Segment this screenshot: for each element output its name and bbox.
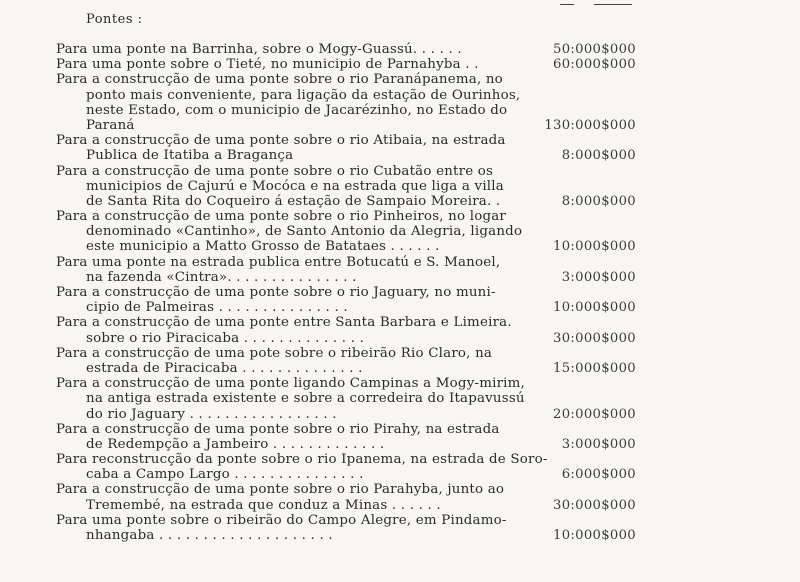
entry-text-line: sobre o rio Piracicaba . . . . . . . . . . . . . . [86,330,365,346]
entry-text-line: Para a construcção de uma ponte sobre o rio Paranápanema, no [56,72,503,88]
entry-text-line: cipio de Palmeiras . . . . . . . . . . . . . . . [86,300,348,316]
entry-amount: 3:000$000 [561,436,636,452]
appropriation-entry [0,72,800,133]
entry-text-line: Para a construcção de uma ponte sobre o rio Pirahy, na estrada [56,421,500,437]
entry-text-line: Para a construcção de uma pote sobre o ribeirão Rio Claro, na [56,345,493,361]
entry-text-line: Para uma ponte na Barrinha, sobre o Mogy-Guassú. . . . . . [56,42,462,57]
entry-text-line: do rio Jaguary . . . . . . . . . . . . . . . . . [86,406,337,422]
entry-amount: 10:000$000 [553,528,636,543]
appropriation-entry [0,482,800,512]
top-rule [594,4,632,5]
entry-amount: 15:000$000 [553,360,636,376]
appropriation-entry [0,164,800,210]
entry-amount: 30:000$000 [553,497,636,513]
appropriation-entry [0,209,800,255]
entry-text-line: na antiga estrada existente e sobre a corredeira do Itapavussú [86,391,525,407]
entry-amount: 60:000$000 [553,57,636,73]
entry-text-line: de Redempção a Jambeiro . . . . . . . . . . . . . [86,436,385,452]
appropriation-entry [0,452,800,482]
entry-amount: 8:000$000 [561,148,636,164]
entry-amount: 30:000$000 [553,330,636,346]
entry-amount: 10:000$000 [553,300,636,316]
section-heading: Pontes : [86,12,143,27]
appropriation-entry [0,57,800,72]
entry-amount: 130:000$000 [544,117,636,133]
appropriation-entry [0,422,800,452]
appropriation-list [0,42,800,543]
appropriation-entry [0,255,800,285]
entry-text-line: Para uma ponte sobre o Tieté, no municipio de Parnahyba . . [56,57,479,73]
entry-text-line: este municipio a Matto Grosso de Batataes . . . . . . [86,239,440,255]
appropriation-entry [0,315,800,345]
entry-amount: 6:000$000 [561,467,636,483]
entry-text-line: Publica de Itatiba a Bragança [86,148,294,164]
entry-text-line: municipios de Cajurú e Mocóca e na estrada que liga a villa [86,178,504,194]
entry-text-line: Para a construcção de uma ponte sobre o rio Parahyba, junto ao [56,482,505,498]
entry-text-line: Paraná [86,117,135,133]
entry-text-line: nhangaba . . . . . . . . . . . . . . . . . . . . [86,528,333,543]
appropriation-entry [0,376,800,422]
entry-text-line: Para uma ponte na estrada publica entre Botucatú e S. Manoel, [56,254,501,270]
entry-amount: 50:000$000 [553,42,636,57]
entry-text-line: Para a construcção de uma ponte sobre o rio Atibaia, na estrada [56,133,506,149]
entry-text-line: caba a Campo Largo . . . . . . . . . . . . . . . [86,467,364,483]
entry-text-line: Para a construcção de uma ponte sobre o rio Cubatão entre os [56,163,494,179]
entry-amount: 20:000$000 [553,406,636,422]
entry-text-line: denominado «Cantinho», de Santo Antonio da Alegria, ligando [86,224,523,240]
entry-amount: 10:000$000 [553,239,636,255]
entry-text-line: Tremembé, na estrada que conduz a Minas . . . . . . [86,497,441,513]
appropriation-entry [0,346,800,376]
entry-amount: 3:000$000 [561,269,636,285]
appropriation-entry [0,133,800,163]
top-rule [560,4,574,5]
entry-text-line: neste Estado, com o municipio de Jacarézinho, no Estado do [86,102,508,118]
appropriation-entry [0,285,800,315]
entry-text-line: de Santa Rita do Coqueiro á estação de Sampaio Moreira. . [86,193,501,209]
entry-text-line: Para reconstrucção da ponte sobre o rio Ipanema, na estrada de Soro- [56,452,548,468]
entry-text-line: Para uma ponte sobre o ribeirão do Campo Alegre, em Pindamo- [56,512,507,528]
entry-text-line: estrada de Piracicaba . . . . . . . . . . . . . . [86,360,363,376]
entry-amount: 8:000$000 [561,193,636,209]
entry-text-line: Para a construcção de uma ponte ligando Campinas a Mogy-mirim, [56,376,526,392]
entry-text-line: na fazenda «Cintra». . . . . . . . . . . . . . . [86,269,357,285]
entry-text-line: Para a construcção de uma ponte entre Santa Barbara e Limeira. [56,315,512,331]
appropriation-entry [0,42,800,57]
entry-text-line: Para a construcção de uma ponte sobre o rio Jaguary, no muni- [56,285,496,300]
appropriation-entry [0,513,800,543]
entry-text-line: Para a construcção de uma ponte sobre o rio Pinheiros, no logar [56,209,507,225]
entry-text-line: ponto mais conveniente, para ligação da estação de Ourinhos, [86,87,521,103]
